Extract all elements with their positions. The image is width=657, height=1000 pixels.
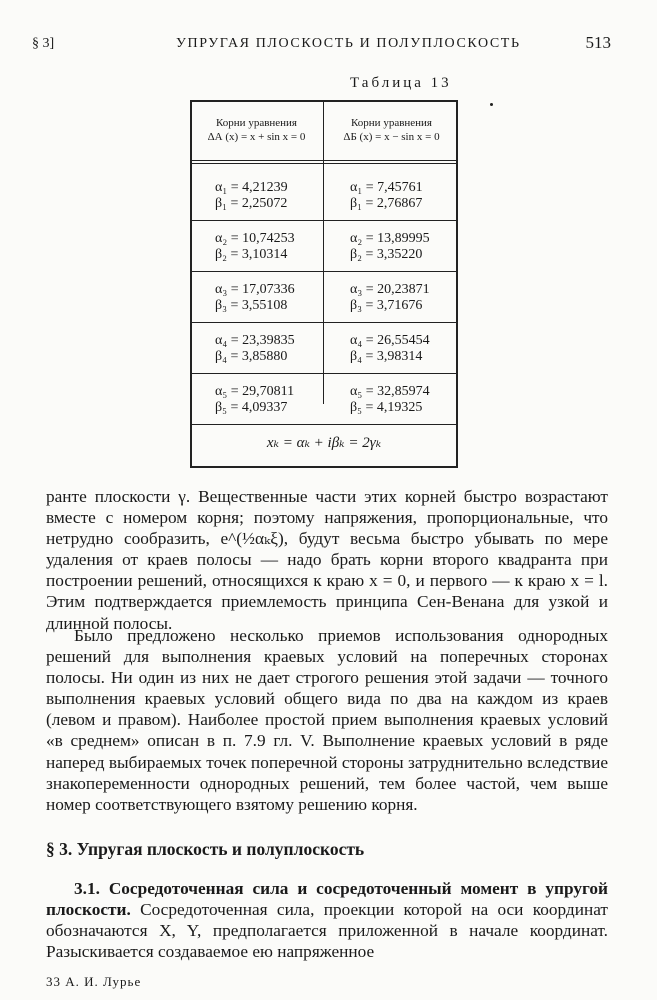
table-header-right bbox=[325, 116, 458, 144]
table-cell-alpha: α₃ = 20,23871 bbox=[350, 282, 430, 297]
table-footer-formula: xₖ = αₖ + iβₖ = 2γₖ bbox=[266, 435, 382, 451]
table-cell-alpha: α₁ = 4,21239 bbox=[215, 180, 288, 195]
table-header-right-line1: Корни уравнения bbox=[351, 117, 432, 129]
table-header-left-line2: ΔА (x) = x + sin x = 0 bbox=[207, 131, 306, 143]
table-cell bbox=[350, 180, 483, 212]
table-cell-alpha: α₄ = 26,55454 bbox=[350, 333, 430, 348]
page-number: 513 bbox=[585, 33, 611, 52]
table-cell-alpha: α₄ = 23,39835 bbox=[215, 333, 295, 348]
table-row-divider bbox=[190, 220, 458, 221]
table-cell-beta: β₄ = 3,85880 bbox=[215, 349, 288, 364]
table-caption: Таблица 13 bbox=[350, 75, 452, 91]
table-cell bbox=[215, 180, 348, 212]
table-cell bbox=[215, 333, 348, 365]
running-head-title: УПРУГАЯ ПЛОСКОСТЬ И ПОЛУПЛОСКОСТЬ bbox=[176, 36, 521, 51]
table-cell-beta: β₁ = 2,76867 bbox=[350, 196, 423, 211]
table-header-right-line2: ΔБ (x) = x − sin x = 0 bbox=[343, 131, 440, 143]
table-cell-beta: β₄ = 3,98314 bbox=[350, 349, 423, 364]
section-heading: § 3. Упругая плоскость и полуплоскость bbox=[46, 839, 365, 859]
roots-table bbox=[190, 100, 458, 468]
table-header-divider bbox=[190, 160, 458, 161]
table-cell-alpha: α₅ = 32,85974 bbox=[350, 384, 430, 399]
table-cell-alpha: α₁ = 7,45761 bbox=[350, 180, 423, 195]
ink-dot bbox=[490, 103, 493, 106]
running-head-section: § 3] bbox=[32, 36, 55, 51]
table-cell bbox=[350, 282, 483, 314]
footer-signature: 33 А. И. Лурье bbox=[46, 974, 142, 989]
table-cell-beta: β₅ = 4,09337 bbox=[215, 400, 288, 415]
table-cell-beta: β₁ = 2,25072 bbox=[215, 196, 288, 211]
table-cell bbox=[350, 384, 483, 416]
table-cell bbox=[215, 384, 348, 416]
paragraph-3-text: Сосредоточенная сила, проекции которой на оси координат обозначаются X, Y, предполагается приложенной в начале координат. Разыскивается создаваемое ею напряженное bbox=[46, 900, 608, 962]
table-row-divider bbox=[190, 373, 458, 374]
table-row-divider bbox=[190, 322, 458, 323]
table-cell-beta: β₃ = 3,55108 bbox=[215, 298, 288, 313]
table-cell bbox=[215, 282, 348, 314]
subsection-title: 3.1. Сосредоточенная сила и сосредоточенный момент в упругой плоскости. bbox=[46, 879, 608, 920]
table-cell-beta: β₅ = 4,19325 bbox=[350, 400, 423, 415]
table-cell-alpha: α₂ = 13,89995 bbox=[350, 231, 430, 246]
paragraph-3 bbox=[46, 878, 608, 962]
table-row-divider bbox=[190, 424, 458, 425]
table-left-border bbox=[190, 102, 192, 466]
table-cell-beta: β₃ = 3,71676 bbox=[350, 298, 423, 313]
table-cell-alpha: α₅ = 29,70811 bbox=[215, 384, 295, 399]
table-cell-alpha: α₂ = 10,74253 bbox=[215, 231, 295, 246]
paragraph-2: Было предложено несколько приемов использования однородных решений для выполнения краевых условий на поперечных сторонах полосы. Ни один из них не дает строгого решения этой задачи — точного выполнения краевых условий общего вида по два на каждом из краев (левом и правом). Наиболее простой прием выполнения краевых условий «в среднем» описан в п. 7.9 гл. V. Выполнение краевых условий в ряде наперед выбираемых точек поперечной стороны затруднительно вследствие знакопеременности однородных решений, тем более частой, чем выше номер соответствующего взятому решению корня. bbox=[46, 626, 608, 814]
table-cell bbox=[350, 333, 483, 365]
paragraph-1: ранте плоскости γ. Вещественные части этих корней быстро возрастают вместе с номером корня; поэтому напряжения, пропорциональные, что нетрудно сообразить, e^(½αₖξ), будут весьма быстро убывать по мере удаления от краев полосы — надо брать корни второго квадранта при построении решений, относящихся к краю x = 0, и первого — к краю x = l. Этим подтверждается приемлемость принципа Сен-Венана для узкой и длинной полосы. bbox=[46, 487, 608, 633]
table-cell-beta: β₂ = 3,10314 bbox=[215, 247, 288, 262]
table-cell bbox=[215, 231, 348, 263]
table-row-divider bbox=[190, 271, 458, 272]
table-cell-alpha: α₃ = 17,07336 bbox=[215, 282, 295, 297]
table-header-left bbox=[190, 116, 323, 144]
table-header-left-line1: Корни уравнения bbox=[216, 117, 297, 129]
table-cell-beta: β₂ = 3,35220 bbox=[350, 247, 423, 262]
table-cell bbox=[350, 231, 483, 263]
